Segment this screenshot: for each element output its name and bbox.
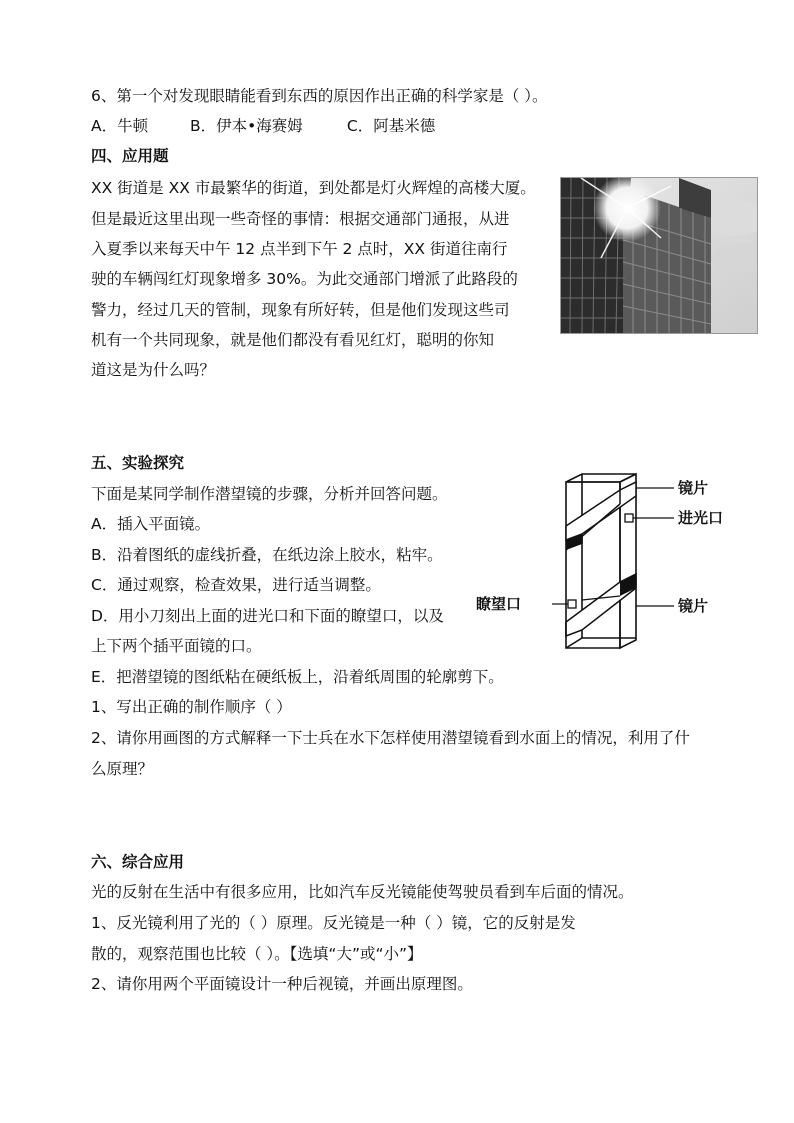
section6-intro: 光的反射在生活中有很多应用，比如汽车反光镜能使驾驶员看到车后面的情况。 (91, 883, 634, 901)
periscope-diagram (470, 470, 770, 685)
section4-line-3: 入夏季以来每天中午 12 点半到下午 2 点时，XX 街道往南行 (91, 240, 508, 258)
section6-q2: 2、请你用两个平面镜设计一种后视镜，并画出原理图。 (91, 975, 473, 993)
section6-title: 六、综合应用 (91, 853, 185, 871)
q6-option-b: B．伊本•海赛姆 (189, 117, 303, 135)
q6-options (91, 116, 435, 136)
section6-q1-line-2: 散的，观察范围也比较（ ）。【选填“大”或“小”】 (91, 945, 423, 963)
section4-line-5: 警力，经过几天的管制，现象有所好转，但是他们发现这些司 (91, 301, 510, 319)
label-mirror-top: 镜片 (678, 479, 709, 497)
section5-step-a: A．插入平面镜。 (91, 515, 211, 533)
section4-line-6: 机有一个共同现象，就是他们都没有看见红灯，聪明的你知 (91, 331, 495, 349)
section5-step-c: C．通过观察，检查效果，进行适当调整。 (91, 576, 381, 594)
label-light-inlet: 进光口 (678, 509, 724, 527)
q6-option-a: A．牛顿 (91, 117, 149, 135)
section4-title: 四、应用题 (91, 147, 169, 165)
section5-q1: 1、写出正确的制作顺序（ ） (91, 698, 292, 716)
section5-step-b: B．沿着图纸的虚线折叠，在纸边涂上胶水，粘牢。 (91, 546, 443, 564)
q6-stem: 6、第一个对发现眼睛能看到东西的原因作出正确的科学家是（ ）。 (91, 87, 548, 105)
section4-line-1: XX 街道是 XX 市最繁华的街道，到处都是灯火辉煌的高楼大厦。 (91, 179, 536, 197)
section5-title: 五、实验探究 (91, 454, 185, 472)
section4-line-7: 道这是为什么吗？ (91, 361, 216, 379)
section5-step-d-cont: 上下两个插平面镜的口。 (91, 637, 262, 655)
label-lookout: 瞭望口 (476, 595, 522, 613)
section4-line-2: 但是最近这里出现一些奇怪的事情：根据交通部门通报，从进 (91, 210, 510, 228)
section5-step-d: D．用小刀刻出上面的进光口和下面的瞭望口，以及 (91, 607, 444, 625)
section5-q2-line-2: 么原理？ (91, 760, 154, 778)
section6-q1-line-1: 1、反光镜利用了光的（ ）原理。反光镜是一种（ ）镜，它的反射是发 (91, 914, 576, 932)
section5-q2-line-1: 2、请你用画图的方式解释一下士兵在水下怎样使用潜望镜看到水面上的情况，利用了什 (91, 729, 690, 747)
light-inlet-marker (625, 514, 633, 522)
lookout-marker (568, 600, 576, 608)
section5-step-e: E．把潜望镜的图纸粘在硬纸板上，沿着纸周围的轮廓剪下。 (91, 668, 504, 686)
label-mirror-bottom: 镜片 (678, 597, 709, 615)
building-photo (560, 177, 758, 334)
section4-line-4: 驶的车辆闯红灯现象增多 30%。为此交通部门增派了此路段的 (91, 270, 518, 288)
q6-option-c: C．阿基米德 (346, 117, 436, 135)
section5-intro: 下面是某同学制作潜望镜的步骤，分析并回答问题。 (91, 485, 448, 503)
